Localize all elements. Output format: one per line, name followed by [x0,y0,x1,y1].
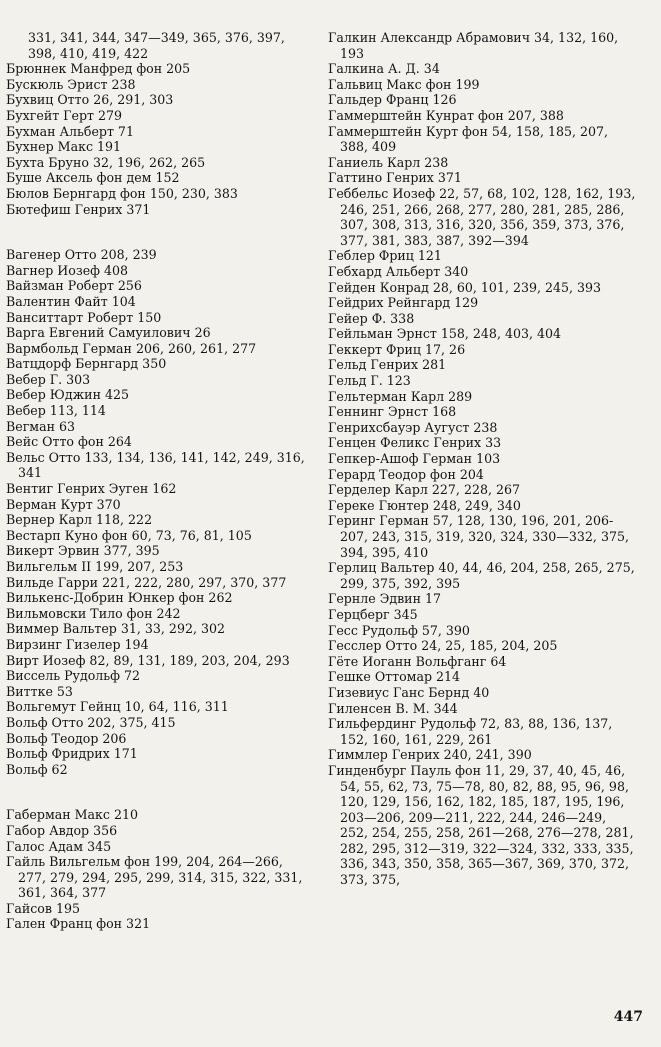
index-entry: Валентин Файт 104 [6,293,136,309]
index-entry: Бускюль Эрист 238 [6,76,136,92]
index-entry: Гельд Г. 123 [328,373,411,389]
index-entry: Вестарп Куно фон 60, 73, 76, 81, 105 [6,527,252,543]
index-entry: Герделер Карл 227, 228, 267 [328,482,521,498]
index-entry: Буше Аксель фон дем 152 [6,170,180,186]
index-entry: Вагнер Иозеф 408 [6,262,129,278]
index-entry: Гесслер Отто 24, 25, 185, 204, 205 [328,638,558,654]
index-entry: Герцберг 345 [328,606,418,622]
right-column [328,30,638,888]
index-entry: Гейльман Эрнст 158, 248, 403, 404 [328,326,562,342]
letter-section-gap [6,217,314,247]
index-entry: Габерман Макс 210 [6,807,139,823]
index-entry: Виссель Рудольф 72 [6,668,141,684]
index-entry: Ганиель Карл 238 [328,154,449,170]
index-entry: Вилькенс-Добрин Юнкер фон 262 [6,590,233,606]
left-column [6,30,314,932]
index-entry: Гесс Рудольф 57, 390 [328,622,470,638]
index-entry: Гаммерштейн Кунрат фон 207, 388 [328,107,564,123]
index-entry: Гинденбург Пауль фон 11, 29, 37, 40, 45, 46, 54, 55, 62, 73, 75—78, 80, 82, 88, 95, 96, 98, 120, 129, 156, 162, 182, 185, 187, 195, 196, 203—206, 209—211, 222, 244, 246—249, 252, 254, 255, 258, 261—268, 276—278, 281, 282, 295, 312—319, 322—324, 332, 333, 335, 336, 343, 350, 358, 365—367, 369, 370, 372, 373, 375, [328,762,634,888]
index-entry: Бютефиш Генрих 371 [6,201,151,217]
index-entry: Вирзинг Гизелер 194 [6,636,149,652]
index-entry: Генрихсбауэр Аугуст 238 [328,419,498,435]
index-entry: Габор Авдор 356 [6,822,118,838]
index-entry: Герард Теодор фон 204 [328,466,484,482]
index-entry: Варга Евгений Самуилович 26 [6,325,211,341]
index-entry: Геккерт Фриц 17, 26 [328,341,466,357]
index-entry: Гельд Генрих 281 [328,357,447,373]
index-entry: Вегман 63 [6,418,76,434]
index-entry: Гернле Эдвин 17 [328,591,441,607]
index-entry: Вильмовски Тило фон 242 [6,605,181,621]
index-entry: Бухнер Макс 191 [6,139,122,155]
index-entry: Ватцдорф Бернгард 350 [6,356,167,372]
index-entry: Виммер Вальтер 31, 33, 292, 302 [6,621,226,637]
index-entry: Бюлов Бернгард фон 150, 230, 383 [6,185,238,201]
index-entry: Вольф Теодор 206 [6,730,127,746]
index-entry: Геринг Герман 57, 128, 130, 196, 201, 206-207, 243, 315, 319, 320, 324, 330—332, 375, 394, 395, 410 [328,513,629,560]
index-entry: Вебер Юджин 425 [6,387,130,403]
index-entry-continuation: 331, 341, 344, 347—349, 365, 376, 397, 398, 410, 419, 422 [28,30,285,61]
index-entry: Гебхард Альберт 340 [328,263,469,279]
index-entry: Гальдер Франц 126 [328,92,457,108]
index-entry: Ванситтарт Роберт 150 [6,309,162,325]
index-entry: Галкина А. Д. 34 [328,61,440,77]
page-number: 447 [613,1009,643,1025]
index-entry: Геблер Фриц 121 [328,248,442,264]
index-entry: Гейден Конрад 28, 60, 101, 239, 245, 393 [328,279,602,295]
index-entry: Вейс Отто фон 264 [6,434,132,450]
index-entry: Гейер Ф. 338 [328,310,415,326]
index-entry: Вернер Карл 118, 222 [6,512,153,528]
index-entry: Гереке Гюнтер 248, 249, 340 [328,497,521,513]
index-entry: Бухта Бруно 32, 196, 262, 265 [6,154,206,170]
index-entry: Бухман Альберт 71 [6,123,134,139]
index-entry: Генцен Феликс Генрих 33 [328,435,502,451]
index-entry: Вильде Гарри 221, 222, 280, 297, 370, 377 [6,574,287,590]
index-entry: Викерт Эрвин 377, 395 [6,543,160,559]
index-entry: Гильфердинг Рудольф 72, 83, 88, 136, 137, 152, 160, 161, 229, 261 [328,716,613,747]
index-entry: Гиммлер Генрих 240, 241, 390 [328,747,532,763]
index-entry: Вольгемут Гейнц 10, 64, 116, 311 [6,699,229,715]
index-entry: Гёте Иоганн Вольфганг 64 [328,653,507,669]
index-entry: Вольф Фридрих 171 [6,746,138,762]
index-entry: Бухвиц Отто 26, 291, 303 [6,92,174,108]
index-entry: Бухгейт Герт 279 [6,107,123,123]
index-entry: Брюннек Манфред фон 205 [6,61,191,77]
index-entry: Гаттино Генрих 371 [328,170,462,186]
index-entry: Гальвиц Макс фон 199 [328,76,480,92]
index-entry: Вильгельм II 199, 207, 253 [6,559,184,574]
index-entry: Вармбольд Герман 206, 260, 261, 277 [6,340,257,356]
index-entry: Вебер Г. 303 [6,371,91,387]
index-entry: Гайсов 195 [6,900,81,916]
index-entry: Вольф Отто 202, 375, 415 [6,714,176,730]
index-entry: Вельс Отто 133, 134, 136, 141, 142, 249, 316, 341 [6,449,305,481]
index-entry: Вольф 62 [6,761,68,777]
index-entry: Гизевиус Ганс Бернд 40 [328,684,490,700]
index-entry: Геббельс Иозеф 22, 57, 68, 102, 128, 162, 193, 246, 251, 266, 268, 277, 280, 281, 285, 286, 307, 308, 313, 316, 320, 356, 359, 373, 376, 377, 381, 383, 387, 392—394 [328,185,636,248]
index-entry: Верман Курт 370 [6,496,121,512]
index-entry: Гешке Оттомар 214 [328,669,461,685]
letter-section-gap [6,777,314,807]
index-entry: Вагенер Отто 208, 239 [6,247,157,263]
index-entry: Гаммерштейн Курт фон 54, 158, 185, 207, 388, 409 [328,123,609,155]
index-entry: Вайзман Роберт 256 [6,278,142,294]
index-entry: Гален Франц фон 321 [6,916,151,932]
index-entry: Гайль Вильгельм фон 199, 204, 264—266, 277, 279, 294, 295, 299, 314, 315, 322, 331, 361, 364, 377 [6,854,303,901]
index-entry: Гиленсен В. М. 344 [328,700,458,716]
index-entry: Вебер 113, 114 [6,403,106,419]
index-entry: Гейдрих Рейнгард 129 [328,295,479,311]
index-entry: Гепкер-Ашоф Герман 103 [328,451,501,467]
index-entry: Вирт Иозеф 82, 89, 131, 189, 203, 204, 293 [6,652,290,668]
index-entry: Виттке 53 [6,683,73,699]
index-entry: Геннинг Эрнст 168 [328,404,457,420]
index-entry: Гельтерман Карл 289 [328,388,473,404]
index-entry: Вентиг Генрих Эуген 162 [6,481,177,497]
index-entry: Галкин Александр Абрамович 34, 132, 160, 193 [328,30,619,61]
index-entry: Герлиц Вальтер 40, 44, 46, 204, 258, 265, 275, 299, 375, 392, 395 [328,560,635,591]
index-entry: Галос Адам 345 [6,838,112,854]
